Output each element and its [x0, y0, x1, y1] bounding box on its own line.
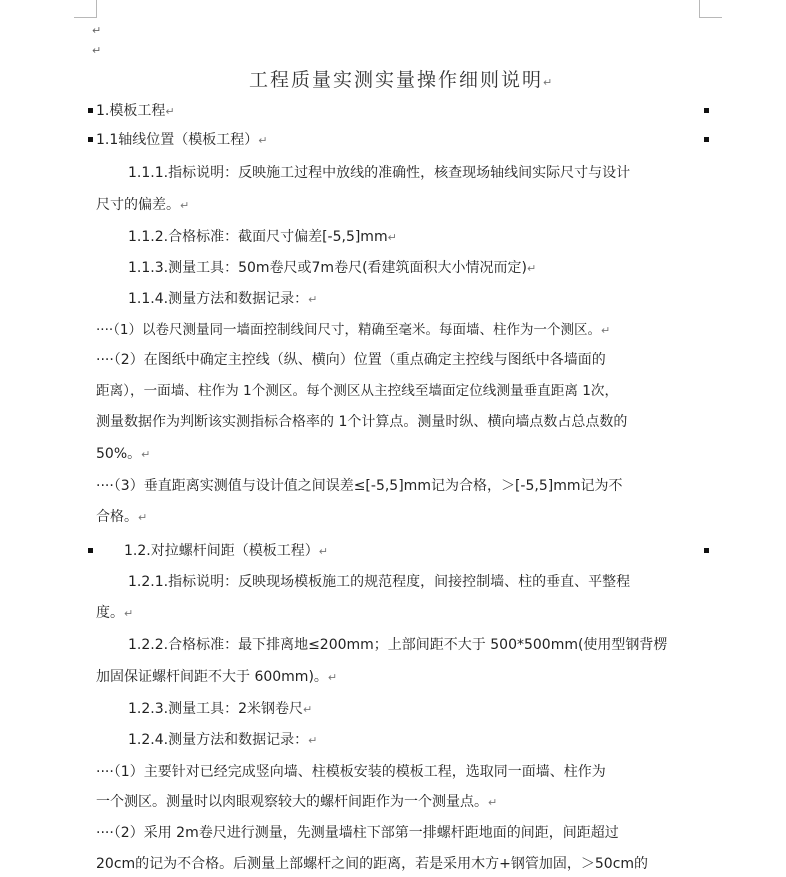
paragraph-mark: ↵: [138, 511, 148, 524]
body-line: ····（2）在图纸中确定主控线（纵、横向）位置（重点确定主控线与图纸中各墙面的: [96, 352, 606, 368]
heading-bullet: [88, 137, 93, 142]
body-line: 50%。↵: [96, 446, 151, 462]
heading-bullet: [88, 108, 93, 113]
paragraph-mark: ↵: [327, 671, 338, 684]
paragraph-mark: ↵: [302, 703, 313, 716]
paragraph-mark: ↵: [601, 324, 611, 337]
body-line: 测量数据作为判断该实测指标合格率的 1个计算点。测量时纵、横向墙点数占总点数的: [96, 414, 628, 430]
body-line: ····（3）垂直距离实测值与设计值之间误差≤[-5,5]mm记为合格，＞[-5,5]mm记为不: [96, 478, 623, 494]
paragraph-mark: ↵: [165, 105, 175, 118]
heading-marker: [704, 108, 709, 113]
body-line: 20cm的记为不合格。后测量上部螺杆之间的距离，若是采用木方+钢管加固，＞50cm的: [96, 856, 649, 872]
paragraph-mark: ↵: [124, 607, 134, 620]
body-line: ····（1）以卷尺测量同一墙面控制线间尺寸，精确至毫米。每面墙、柱作为一个测区。↵: [96, 322, 611, 338]
body-line: 1.1.3.测量工具：50m卷尺或7m卷尺(看建筑面积大小情况而定)↵: [128, 260, 537, 276]
body-line: 1.2.1.指标说明：反映现场模板施工的规范程度，间接控制墙、柱的垂直、平整程: [128, 574, 631, 590]
body-line: 1.2.4.测量方法和数据记录：↵: [128, 732, 318, 748]
paragraph-mark: ↵: [308, 293, 318, 306]
body-line: 1.2.3.测量工具：2米钢卷尺↵: [128, 701, 313, 717]
page-corner-top-right: [699, 0, 722, 18]
paragraph-mark: ↵: [141, 448, 151, 461]
empty-paragraph-mark: ↵: [92, 24, 102, 37]
heading-bullet: [88, 548, 93, 553]
heading-marker: [704, 137, 709, 142]
body-line: 1.2.2.合格标准：最下排离地≤200mm；上部间距不大于 500*500mm(使用型钢背楞: [128, 637, 668, 653]
body-line: ····（2）采用 2m卷尺进行测量，先测量墙柱下部第一排螺杆距地面的间距，间距超过: [96, 825, 619, 841]
subsection-heading: 1.2.对拉螺杆间距（模板工程）↵: [124, 543, 328, 559]
empty-paragraph-mark: ↵: [92, 44, 102, 57]
body-line: 距离），一面墙、柱作为 1个测区。每个测区从主控线至墙面定位线测量垂直距离 1次，: [96, 383, 619, 399]
section-heading: 1.模板工程↵: [96, 103, 175, 119]
subsection-heading: 1.1轴线位置（模板工程）↵: [96, 132, 268, 148]
body-line: 1.1.2.合格标准：截面尺寸偏差[-5,5]mm↵: [128, 229, 397, 245]
body-line: 一个测区。测量时以肉眼观察较大的螺杆间距作为一个测量点。↵: [96, 794, 498, 810]
paragraph-mark: ↵: [543, 76, 555, 89]
title-text: 工程质量实测实量操作细则说明: [249, 69, 544, 91]
document-title: [249, 68, 554, 95]
body-line: 尺寸的偏差。↵: [96, 197, 190, 213]
heading-marker: [704, 548, 709, 553]
body-line: 加固保证螺杆间距不大于 600mm)。↵: [96, 669, 338, 685]
paragraph-mark: ↵: [387, 231, 397, 244]
body-line: 1.1.4.测量方法和数据记录：↵: [128, 291, 318, 307]
body-line: 合格。↵: [96, 509, 148, 525]
paragraph-mark: ↵: [180, 199, 190, 212]
body-line: ····（1）主要针对已经完成竖向墙、柱模板安装的模板工程，选取同一面墙、柱作为: [96, 764, 606, 780]
paragraph-mark: ↵: [318, 545, 328, 558]
body-line: 1.1.1.指标说明：反映施工过程中放线的准确性，核查现场轴线间实际尺寸与设计: [128, 165, 631, 181]
paragraph-mark: ↵: [258, 134, 268, 147]
paragraph-mark: ↵: [527, 262, 537, 275]
paragraph-mark: ↵: [308, 734, 318, 747]
page-corner-top-left: [74, 0, 97, 18]
paragraph-mark: ↵: [488, 796, 498, 809]
body-line: 度。↵: [96, 605, 134, 621]
